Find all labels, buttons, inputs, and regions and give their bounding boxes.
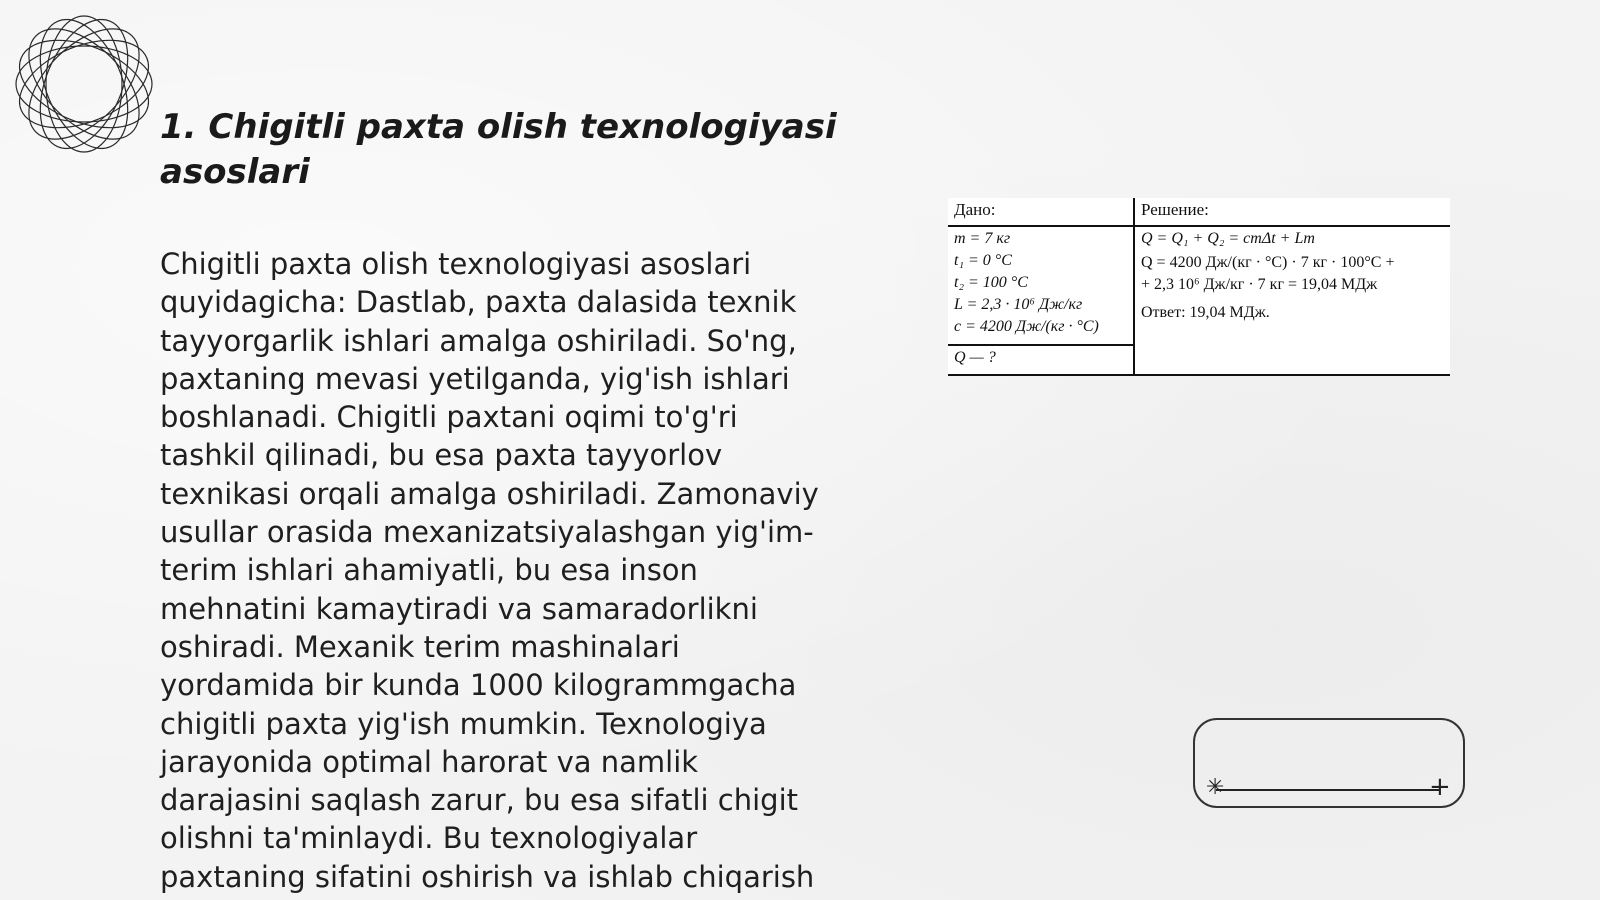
solution-line: Ответ: 19,04 МДж. (1141, 304, 1270, 321)
solution-header: Решение: (1141, 200, 1209, 219)
header-rule (948, 225, 1450, 227)
body-line: quyidagicha: Dastlab, paxta dalasida texnik (160, 285, 797, 320)
solution-line: + 2,3 10⁶ Дж/кг · 7 кг = 19,04 МДж (1141, 276, 1378, 293)
body-line: Chigitli paxta olish texnologiyasi asoslari (160, 247, 752, 281)
body-line: olishni ta'minlaydi. Bu texnologiyalar (160, 821, 698, 856)
body-line: paxtaning sifatini oshirish va ishlab chiqarish (160, 859, 815, 894)
given-line: c = 4200 Дж/(кг · °C) (954, 318, 1099, 335)
given-header: Дано: (954, 200, 996, 219)
physics-problem-table (948, 198, 1450, 376)
body-line: usullar orasida mexanizatsiyalashgan yig'im- (160, 515, 814, 550)
bottom-rule (948, 374, 1450, 376)
unknown-line: Q — ? (954, 349, 996, 366)
given-separator (948, 344, 1133, 346)
body-line: jarayonida optimal harorat va namlik (160, 744, 699, 779)
slide-title: 1. Chigitli paxta olish texnologiyasi asoslari (160, 107, 837, 192)
body-line: boshlanadi. Chigitli paxtani oqimi to'g'ri (160, 400, 738, 435)
body-line: darajasini saqlash zarur, bu esa sifatli chigit (160, 783, 799, 818)
light-source-icon: ✳ (1206, 775, 1225, 800)
given-line: t₂ = 100 °C (954, 274, 1028, 291)
body-line: oshiradi. Mexanik terim mashinalari (160, 629, 680, 664)
body-line: chigitli paxta yig'ish mumkin. Texnologiya (160, 706, 767, 741)
diagram-axis-line (1216, 789, 1440, 791)
body-line: mehnatini kamaytiradi va samaradorlikni (160, 591, 758, 626)
given-line: L = 2,3 · 10⁶ Дж/кг (954, 296, 1083, 313)
given-line: t₁ = 0 °C (954, 252, 1012, 269)
body-line: paxtaning mevasi yetilganda, yig'ish ishlari (160, 361, 790, 396)
body-line: terim ishlari ahamiyatli, bu esa inson (160, 553, 698, 588)
body-paragraph (160, 245, 850, 896)
body-line: yordamida bir kunda 1000 kilogrammgacha (160, 668, 797, 703)
diagram-frame (1193, 718, 1465, 808)
spirograph-circle-icon (10, 10, 158, 158)
solution-line: Q = 4200 Дж/(кг · °C) · 7 кг · 100°C + (1141, 254, 1395, 271)
body-line: tayyorgarlik ishlari amalga oshiriladi. So'ng, (160, 323, 797, 358)
body-line: tashkil qilinadi, bu esa paxta tayyorlov (160, 438, 723, 473)
given-line: m = 7 кг (954, 230, 1011, 247)
crosshair-icon: + (1429, 772, 1451, 802)
solution-line: Q = Q₁ + Q₂ = cmΔt + Lm (1141, 230, 1315, 247)
body-line: texnikasi orqali amalga oshiriladi. Zamonaviy (160, 476, 819, 511)
